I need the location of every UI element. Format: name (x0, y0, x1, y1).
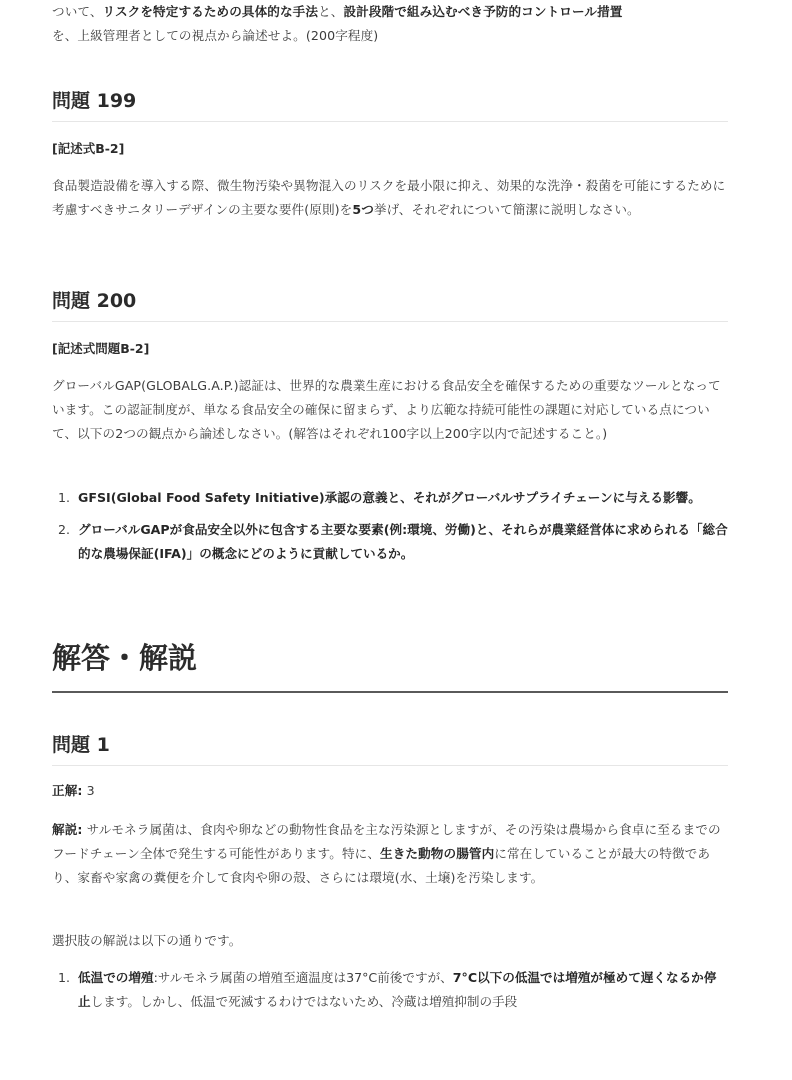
question-199-body (52, 174, 728, 222)
text-run: サルモネラ属菌は、食肉や卵などの動物性食品を主な汚染源としますが、その汚染は農場から食卓に至るまでのフードチェーン全体で発生する可能性があります。特に、 (52, 822, 721, 861)
previous-question-text (52, 0, 728, 48)
list-number: 1. (57, 490, 70, 505)
text-run: に常在していることが最大の特徴であり、家畜や家禽の糞便を介して食肉や卵の殻、さらには環境(水、土壌)を汚染します。 (52, 846, 711, 885)
question-199-tag: [記述式B-2] (52, 141, 125, 156)
bold-text: 7°C以下の低温では増殖が極めて遅くなるか停止 (78, 970, 717, 1009)
bold-text: 低温での増殖 (78, 970, 154, 985)
choices-list (52, 966, 728, 1014)
text-run: 挙げ、それぞれについて簡潔に説明しなさい。 (373, 202, 640, 217)
answers-section-heading: 解答・解説 (52, 636, 728, 693)
question-200-tag: [記述式問題B-2] (52, 341, 150, 356)
correct-label: 正解: (52, 783, 83, 798)
choices-intro: 選択肢の解説は以下の通りです。 (52, 933, 242, 948)
text-run: します。しかし、低温で死滅するわけではないため、冷蔵は増殖抑制の手段 (90, 994, 518, 1009)
bold-text: 設計段階で組み込むべき予防的コントロール措置 (343, 4, 623, 19)
answer-1-heading: 問題 1 (52, 730, 728, 766)
correct-value: 3 (82, 783, 95, 798)
list-item (52, 486, 728, 510)
answer-1-correct (52, 779, 728, 803)
bold-text: リスクを特定するための具体的な手法 (102, 4, 319, 19)
text-run: と、 (318, 4, 344, 19)
question-200-heading: 問題 200 (52, 286, 728, 322)
bold-text: 5つ (352, 202, 374, 217)
text-run: :サルモネラ属菌の増殖至適温度は37°C前後ですが、 (153, 970, 453, 985)
list-number: 1. (57, 970, 70, 985)
list-number: 2. (57, 522, 70, 537)
explanation-label: 解説: (52, 822, 83, 837)
text-run: を、上級管理者としての視点から論述せよ。(200字程度) (52, 28, 379, 43)
question-200-list (52, 486, 728, 566)
list-item-text: グローバルGAPが食品安全以外に包含する主要な要素(例:環境、労働)と、それらが農業経営体に求められる「総合的な農場保証(IFA)」の概念にどのように貢献しているか。 (78, 522, 728, 561)
answer-1-explanation (52, 818, 728, 890)
question-200-body: グローバルGAP(GLOBALG.A.P.)認証は、世界的な農業生産における食品安全を確保するための重要なツールとなっています。この認証制度が、単なる食品安全の確保に留まらず、より広範な持続可能性の課題に対応している点について、以下の2つの観点から論述しなさい。(解答はそれぞれ100字以上200字以内で記述すること。) (52, 378, 721, 441)
bold-text: 生きた動物の腸管内 (380, 846, 495, 861)
list-item-text: GFSI(Global Food Safety Initiative)承認の意義と、それがグローバルサプライチェーンに与える影響。 (78, 490, 701, 505)
list-item (52, 518, 728, 566)
list-item (52, 966, 728, 1014)
text-run: 食品製造設備を導入する際、微生物汚染や異物混入のリスクを最小限に抑え、効果的な洗浄・殺菌を可能にするために考慮すべきサニタリーデザインの主要な要件(原則)を (52, 178, 726, 217)
text-run: ついて、 (52, 4, 103, 19)
question-199-heading: 問題 199 (52, 86, 728, 122)
